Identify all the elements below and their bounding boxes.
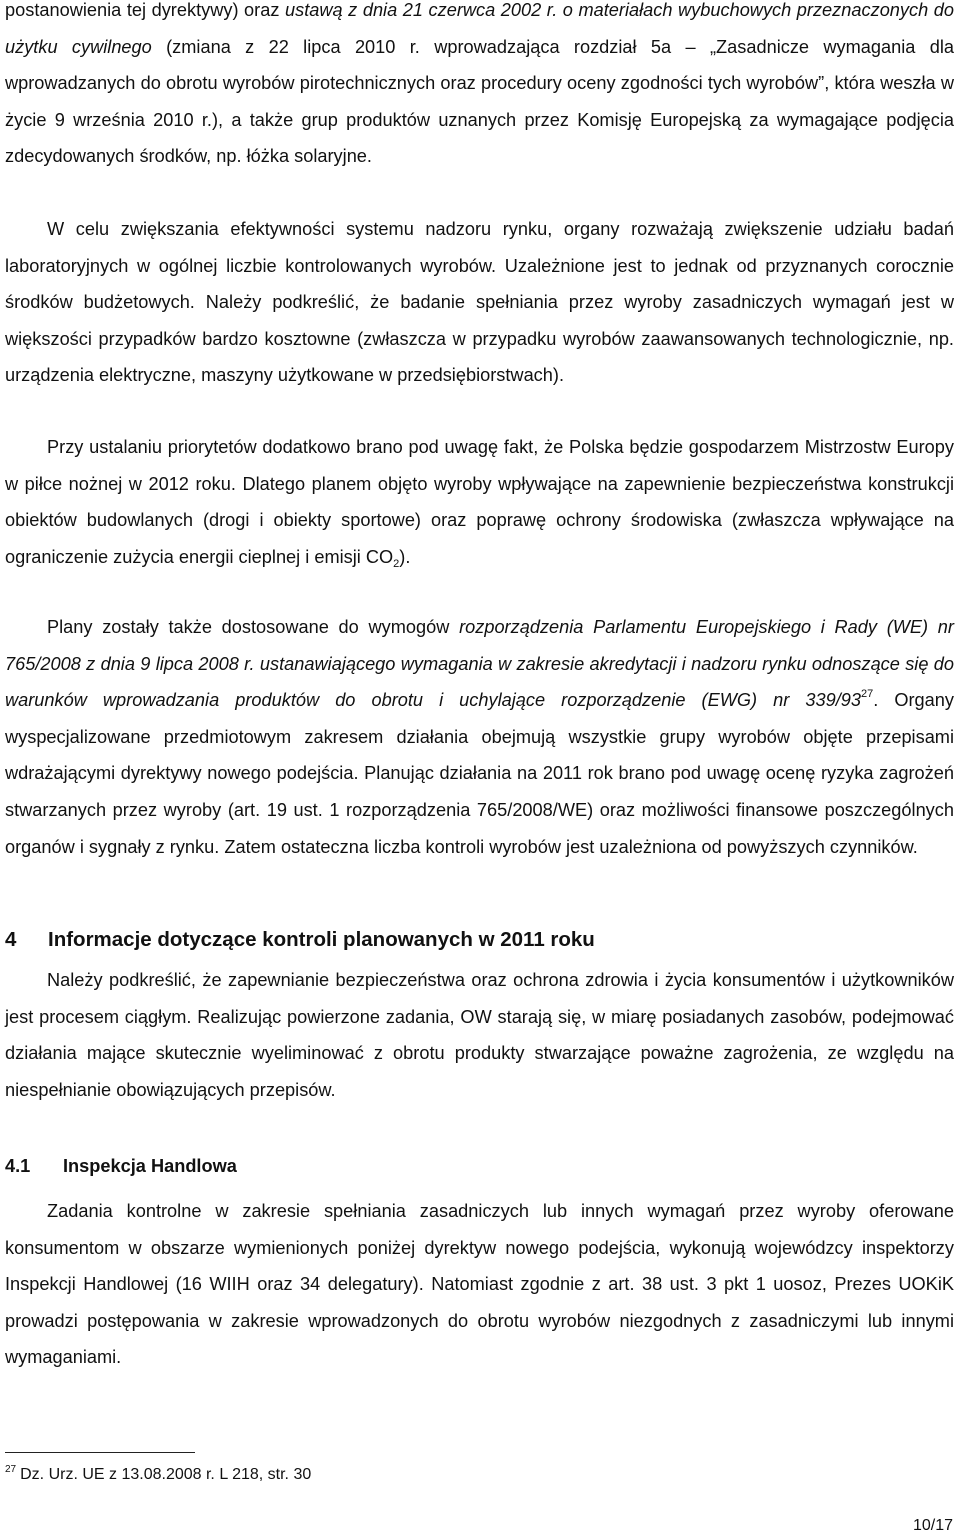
- footnote-reference[interactable]: 27: [861, 688, 874, 701]
- paragraph-regulation-765: [0, 609, 960, 865]
- subsection-number: 4.1: [5, 1156, 31, 1176]
- footnote-separator: [5, 1452, 195, 1453]
- page-number: 10/17: [912, 1517, 953, 1534]
- paragraph-directives-continuation: [0, 0, 960, 175]
- section-number: 4: [5, 928, 17, 951]
- footnote-text: Dz. Urz. UE z 13.08.2008 r. L 218, str. 30: [20, 1466, 312, 1483]
- regulation-reference-italic: rozporządzenia Parlamentu Europejskiego i Rady (WE) nr 765/2008 z dnia 9 lipca 2008 r. ustanawiającego wymagania w zakresie akredytacji i nadzoru rynku odnoszące się do warunków wprowadzania produktów do obrotu i uchylające rozporządzenie (EWG) nr 339/93: [5, 617, 954, 711]
- paragraph-text: ).: [399, 546, 411, 567]
- paragraph-priorities: [0, 429, 960, 575]
- paragraph-text: . Organy wyspecjalizowane przedmiotowym zakresem działania obejmują wszystkie grupy wyrobów objęte przepisami wdrażającymi dyrektywy nowego podejścia. Planując działania na 2011 rok brano pod uwagę ocenę ryzyka zagrożeń stwarzanych przez wyroby (art. 19 ust. 1 rozporządzenia 765/2008/WE) oraz możliwości finansowe poszczególnych organów i sygnały z rynku. Zatem ostateczna liczba kontroli wyrobów jest uzależniona od powyższych czynników.: [5, 690, 954, 857]
- paragraph-laboratory-testing: W celu zwiększania efektywności systemu nadzoru rynku, organy rozważają zwiększenie udziału badań laboratoryjnych w ogólnej liczbie kontrolowanych wyrobów. Uzależnione jest to jednak od przyznanych corocznie środków budżetowych. Należy podkreślić, że badanie spełniania przez wyroby zasadniczych wymagań jest w większości przypadków bardzo kosztowne (zwłaszcza w przypadku wyrobów zaawansowanych technologicznie, np. urządzenia elektryczne, maszyny użytkowane w przedsiębiorstwach).: [5, 219, 954, 386]
- footnote-number: 27: [5, 1464, 17, 1475]
- subscript-2: 2: [393, 557, 400, 570]
- paragraph-consumer-safety: Należy podkreślić, że zapewnianie bezpieczeństwa oraz ochrona zdrowia i życia konsumentów i użytkowników jest procesem ciągłym. Realizując powierzone zadania, OW starają się, w miarę posiadanych zasobów, podejmować działania mające skutecznie wyeliminować z obrotu produkty stwarzające poważne zagrożenia, ze względu na niespełnianie obowiązujących przepisów.: [5, 970, 954, 1100]
- law-reference-italic: ustawą z dnia 21 czerwca 2002 r. o materiałach wybuchowych przeznaczonych do użytku cywilnego: [5, 0, 955, 57]
- footnote: [5, 1466, 311, 1484]
- section-title: Informacje dotyczące kontroli planowanych w 2011 roku: [48, 928, 595, 951]
- subsection-heading-4-1: [5, 1156, 237, 1177]
- paragraph-text: (zmiana z 22 lipca 2010 r. wprowadzająca rozdział 5a – „Zasadnicze wymagania dla wprowadzanych do obrotu wyrobów pirotechnicznych oraz procedury oceny zgodności tych wyrobów”, która weszła w życie 9 września 2010 r.), a także grup produktów uznanych przez Komisję Europejską za wymagające podjęcia zdecydowanych środków, np. łóżka solaryjne.: [5, 36, 954, 167]
- paragraph-inspection-tasks: Zadania kontrolne w zakresie spełniania zasadniczych lub innych wymagań przez wyroby oferowane konsumentom w obszarze wymienionych poniżej dyrektyw nowego podejścia, wykonują wojewódzcy inspektorzy Inspekcji Handlowej (16 WIIH oraz 34 delegatury). Natomiast zgodnie z art. 38 ust. 3 pkt 1 uosoz, Prezes UOKiK prowadzi postępowania w zakresie wprowadzonych do obrotu wyrobów niezgodnych z zasadniczymi lub innymi wymaganiami.: [5, 1201, 954, 1368]
- paragraph-text: postanowienia tej dyrektywy) oraz: [5, 0, 285, 20]
- paragraph-text: Przy ustalaniu priorytetów dodatkowo brano pod uwagę fakt, że Polska będzie gospodarzem Mistrzostw Europy w piłce nożnej w 2012 roku. Dlatego planem objęto wyroby wpływające na zapewnienie bezpieczeństwa konstrukcji obiektów budowlanych (drogi i obiekty sportowe) oraz poprawę ochrony środowiska (zwłaszcza wpływające na ograniczenie zużycia energii cieplnej i emisji CO: [5, 437, 954, 567]
- paragraph-text: Plany zostały także dostosowane do wymogów: [47, 617, 460, 637]
- subsection-title: Inspekcja Handlowa: [63, 1156, 237, 1176]
- section-heading-4: [5, 928, 595, 952]
